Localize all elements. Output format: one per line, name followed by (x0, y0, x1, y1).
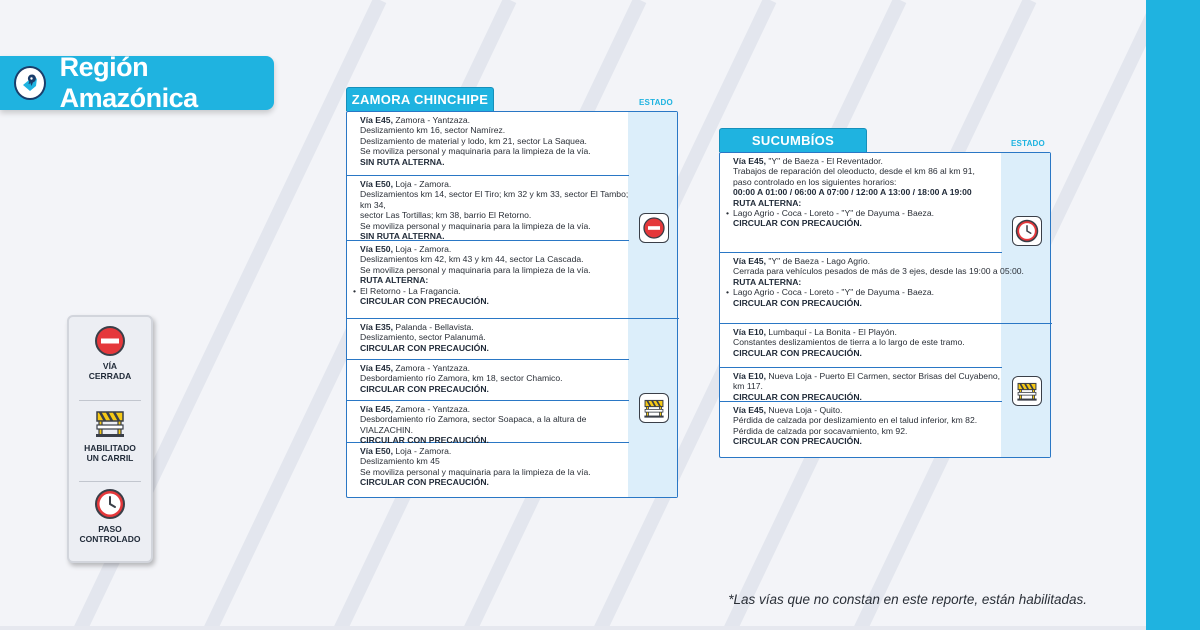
estado-label: ESTADO (1011, 139, 1045, 148)
status-clock-icon (1012, 216, 1042, 246)
list-item: Vía E35, Palanda - Bellavista. Deslizamiento, sector Palanumá. CIRCULAR CON PRECAUCIÓN. (347, 319, 629, 360)
map-pin-icon (14, 66, 46, 100)
list-item: Vía E45, Nueva Loja - Quito. Pérdida de calzada por deslizamiento en el talud inferior, km 82. Pérdida de calzada por socavamiento, km 92. CIRCULAR CON PRECAUCIÓN. (733, 405, 978, 447)
right-accent-band (1146, 0, 1200, 630)
legend-item-closed (69, 325, 151, 398)
footnote: *Las vías que no constan en este reporte, están habilitadas. (728, 592, 1087, 607)
panel-box (719, 152, 1051, 458)
legend-label-line2: UN CARRIL (86, 452, 134, 463)
barrier-icon (94, 407, 126, 439)
panel-sucumbios (719, 128, 1051, 458)
legend (67, 315, 153, 563)
legend-label-line1: PASO (98, 524, 122, 535)
clock-icon (94, 488, 126, 520)
list-item: Vía E10, Lumbaquí - La Bonita - El Playón. Constantes deslizamientos de tierra a lo largo de este tramo. CIRCULAR CON PRECAUCIÓN. (720, 324, 1002, 368)
list-item: Vía E45, "Y" de Baeza - Lago Agrio. Cerrada para vehículos pesados de más de 3 ejes, desde las 19:00 a 05:00. RUTA ALTERNA: • Lago Agrio - Coca - Loreto - "Y" de Dayuma - Baeza. CIRCULAR CON PRECAUCIÓN. (720, 253, 1052, 324)
bottom-line (0, 626, 1146, 630)
legend-item-controlled (69, 488, 151, 561)
estado-label: ESTADO (639, 98, 673, 107)
list-item: Vía E45, Zamora - Yantzaza. Desbordamiento río Zamora, sector Soapaca, a la altura de VIALZACHIN. CIRCULAR CON PRECAUCIÓN. (347, 401, 629, 443)
list-item: Vía E50, Loja - Zamora. Deslizamiento km 45 Se moviliza personal y maquinaria para la limpieza de la vía. CIRCULAR CON PRECAUCIÓN. (360, 446, 591, 488)
list-item: Vía E45, Zamora - Yantzaza. Desbordamiento río Zamora, km 18, sector Chamico. CIRCULAR CON PRECAUCIÓN. (347, 360, 629, 401)
legend-label-line1: HABILITADO (84, 442, 136, 453)
status-barrier-icon (1012, 376, 1042, 406)
status-no-entry-icon (639, 213, 669, 243)
list-item: Vía E50, Loja - Zamora. Deslizamientos km 42, km 43 y km 44, sector La Cascada. Se moviliza personal y maquinaria para la limpieza de la vía. RUTA ALTERNA: • El Retorno - La Fragancia. CIRCULAR CON PRECAUCIÓN. (347, 241, 679, 319)
region-title: Región Amazónica (59, 52, 198, 113)
region-header (0, 52, 274, 113)
list-item: Vía E45, "Y" de Baeza - El Reventador. Trabajos de reparación del oleoducto, desde el km 86 al km 91, paso controlado en los siguientes horarios: 00:00 A 01:00 / 06:00 A 07:00 / 12:00 A 13:00 / 18:00 A 19:00 RUTA ALTERNA: • Lago Agrio - Coca - Loreto - "Y" de Dayuma - Baeza. CIRCULAR CON PRECAUCIÓN. (720, 153, 1002, 253)
panel-title: ZAMORA CHINCHIPE (346, 87, 494, 111)
panel-box (346, 111, 678, 498)
legend-divider (79, 481, 141, 482)
legend-label-line2: CONTROLADO (79, 534, 141, 545)
legend-label-line1: VÍA (102, 361, 118, 371)
no-entry-icon (94, 325, 126, 357)
list-item: Vía E10, Nueva Loja - Puerto El Carmen, sector Brisas del Cuyabeno, km 117. CIRCULAR CON PRECAUCIÓN. (720, 368, 1002, 402)
legend-label-line2: CERRADA (88, 371, 132, 381)
list-item: Vía E45, Zamora - Yantzaza. Deslizamiento km 16, sector Namírez. Deslizamiento de material y lodo, km 21, sector La Saquea. Se moviliza personal y maquinaria para la limpieza de la vía. SIN RUTA ALTERNA. (347, 112, 629, 176)
status-barrier-icon (639, 393, 669, 423)
legend-item-one-lane (69, 407, 151, 480)
panel-zamora-chinchipe (346, 87, 678, 499)
legend-divider (79, 400, 141, 401)
panel-title: SUCUMBÍOS (719, 128, 867, 152)
list-item: Vía E50, Loja - Zamora. Deslizamientos km 14, sector El Tiro; km 32 y km 33, sector El Tambo; km 34, sector Las Tortillas; km 38, barrio El Retorno. Se moviliza personal y maquinaria para la limpieza de la vía. SIN RUTA ALTERNA. (347, 176, 629, 241)
